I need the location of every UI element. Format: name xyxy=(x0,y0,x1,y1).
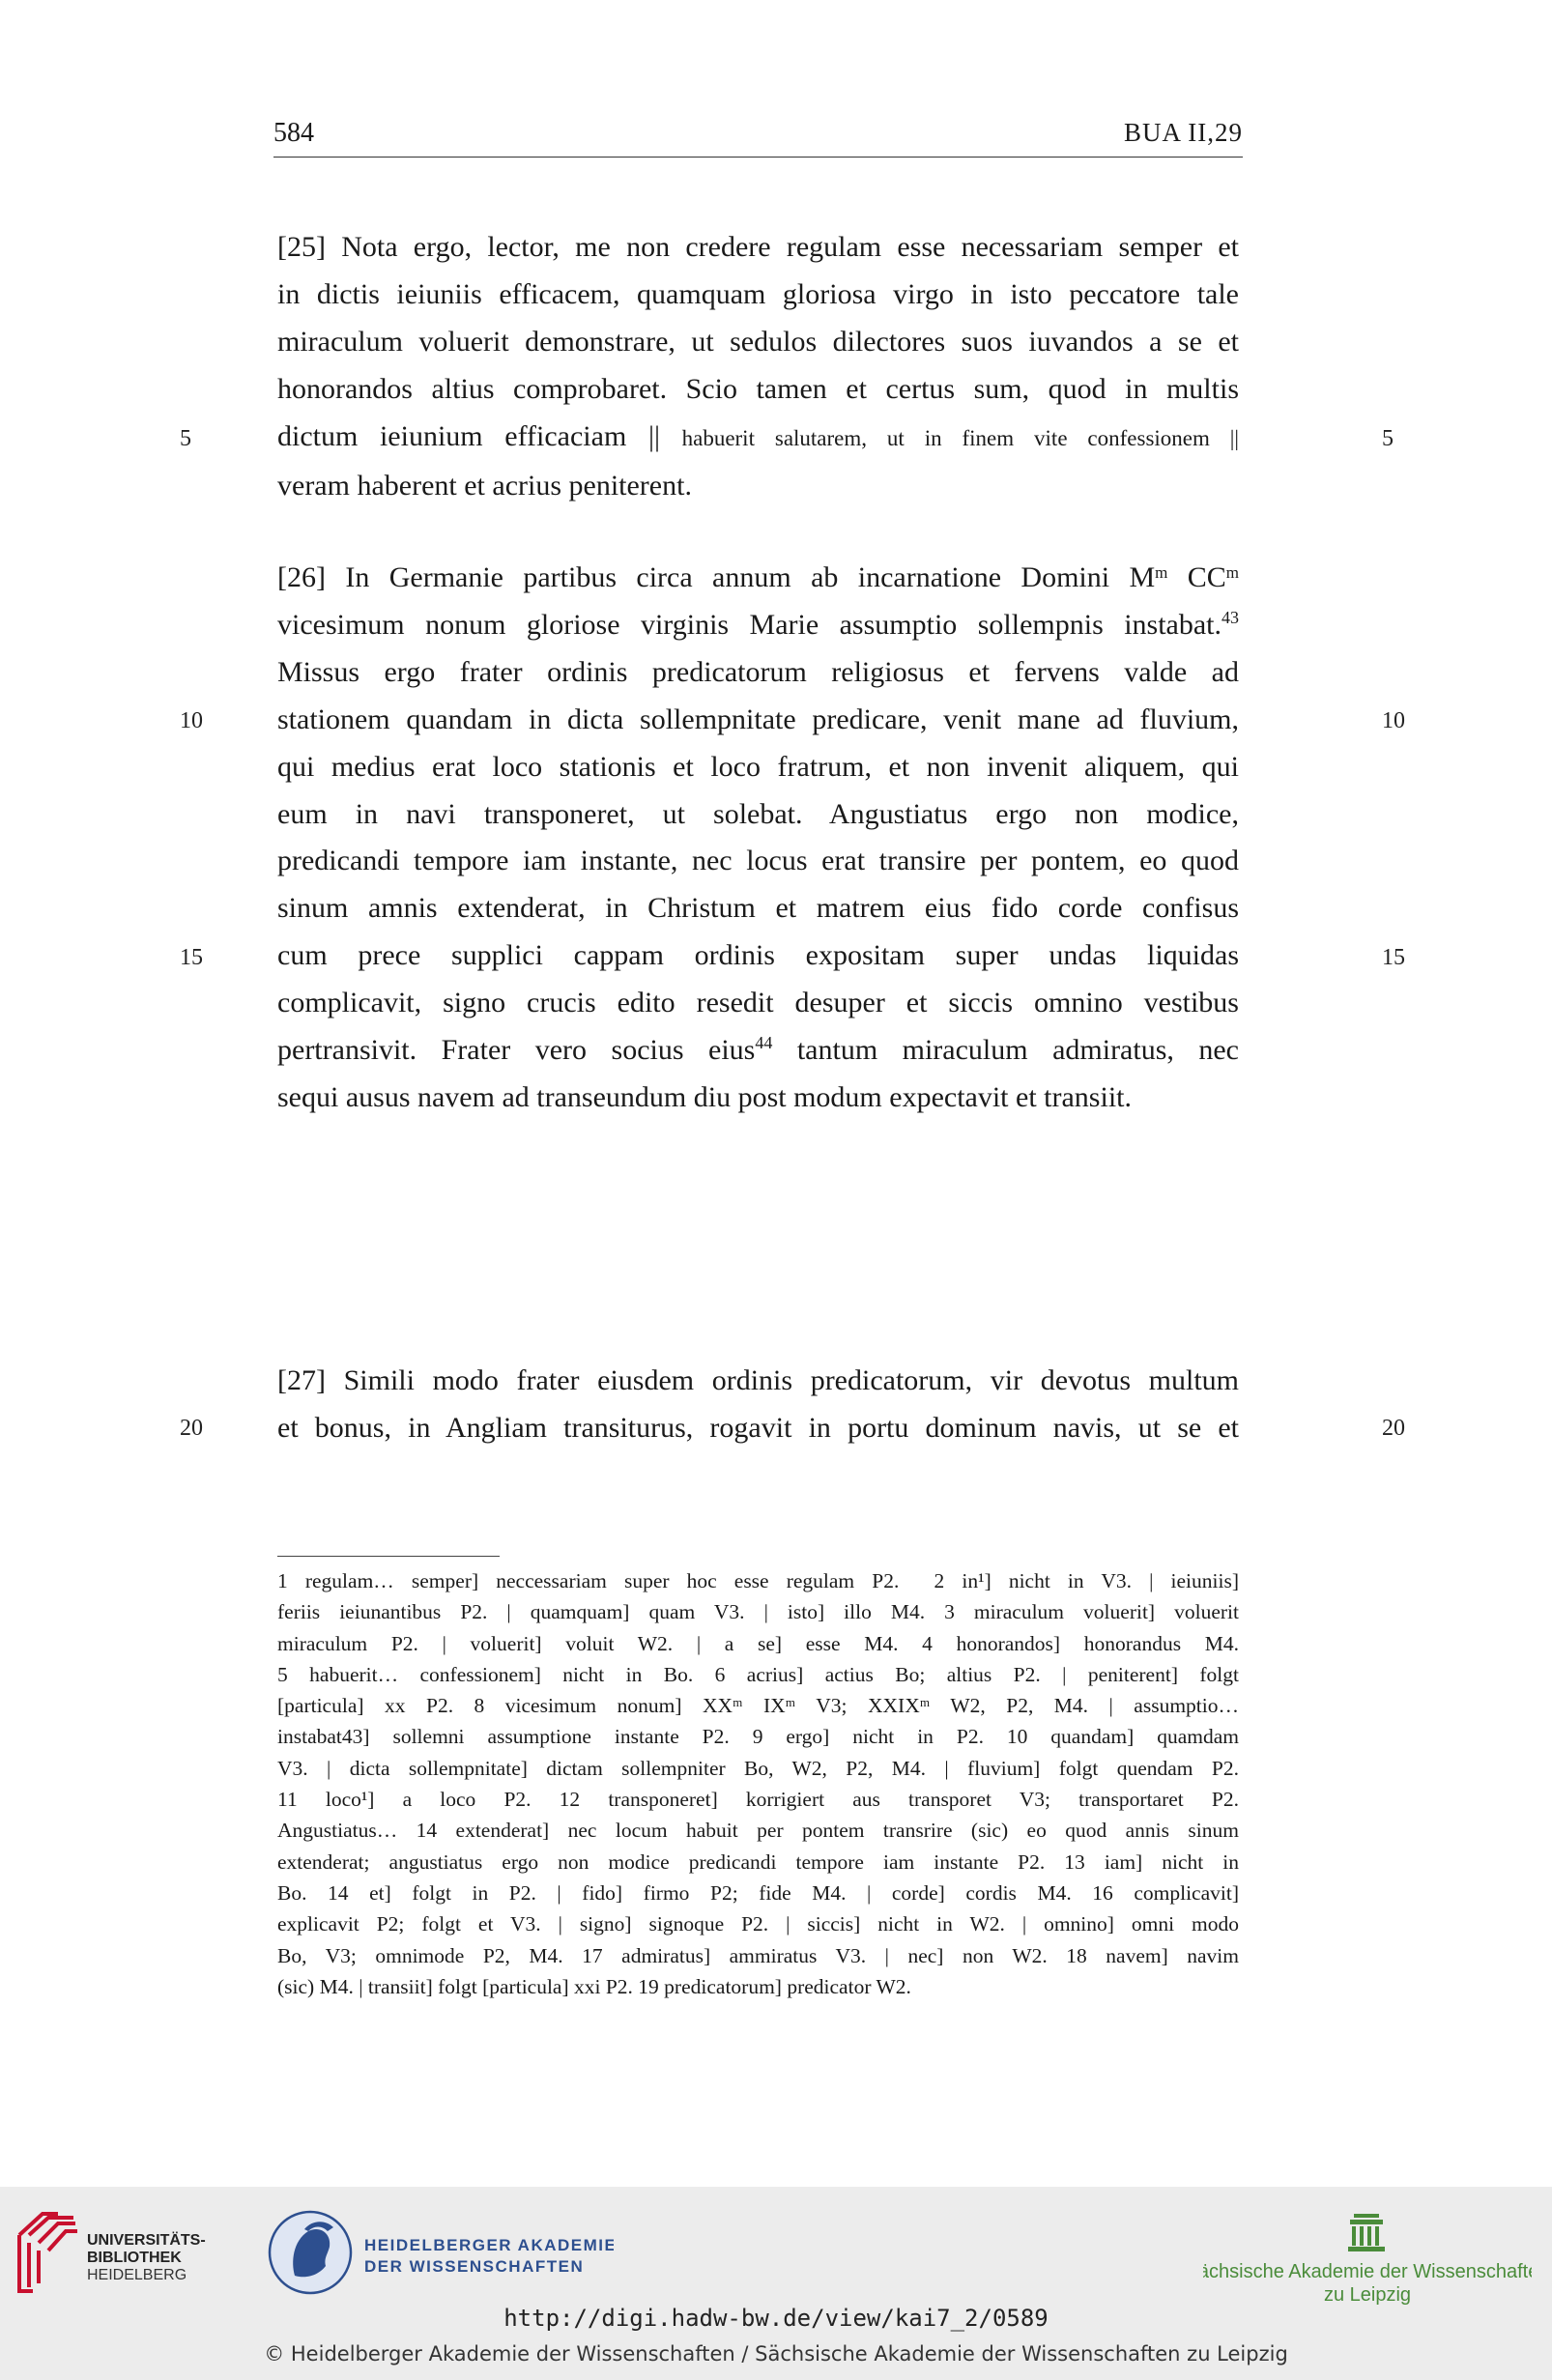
footnote-line: Angustiatus… 14 extenderat] nec locum habuit per pontem transrire (sic) eo quod annis sinum xyxy=(277,1819,1239,1843)
line-number-left: 15 xyxy=(180,945,203,970)
running-title: BUA II,29 xyxy=(1124,118,1243,147)
footnote-line: (sic) M4. | transiit] folgt [particula] xxi P2. 19 predicatorum] predicator W2. xyxy=(277,1974,911,1998)
text-line: stationem quandam in dicta sollempnitate predicare, venit mane ad fluvium, xyxy=(277,703,1239,735)
text-segment: dictum ieiunium efficaciam || xyxy=(277,419,660,452)
text-line: predicandi tempore iam instante, nec locus erat transire per pontem, eo quod xyxy=(277,845,1239,877)
line-number-right: 10 xyxy=(1382,708,1405,733)
text-segment: vicesimum nonum gloriose virginis Marie assumptio sollempnis instabat. xyxy=(277,608,1221,641)
text-line: cum prece supplici cappam ordinis expositam super undas liquidas xyxy=(277,939,1239,972)
text-line: [27] Simili modo frater eiusdem ordinis predicatorum, vir devotus multum xyxy=(277,1364,1239,1396)
minerva-head-icon xyxy=(266,2206,614,2303)
line-number-left: 20 xyxy=(180,1416,203,1441)
footnote-line: 11 loco¹] a loco P2. 12 transponeret] korrigiert aus transporet V3; transportaret P2. xyxy=(277,1788,1239,1812)
page-number: 584 xyxy=(273,118,314,148)
footnote-line: Bo. 14 et] folgt in P2. | fido] firmo P2; fide M4. | corde] cordis M4. 16 complicavit] xyxy=(277,1880,1239,1905)
critical-apparatus xyxy=(277,1565,1239,2002)
ub-logo-line3: HEIDELBERG xyxy=(87,2267,187,2283)
text-line: eum in navi transponeret, ut solebat. Angustiatus ergo non modice, xyxy=(277,797,1239,830)
paragraph-27 xyxy=(277,1358,1239,1452)
line-number-right: 15 xyxy=(1382,945,1405,970)
footnote-segment: 2 in¹] nicht in V3. | ieiuniis] xyxy=(934,1569,1239,1592)
footnote-line: instabat43] sollemni assumptione instante P2. 9 ergo] nicht in P2. 10 quandam] quamdam xyxy=(277,1725,1239,1749)
footnote-line: 5 habuerit… confessionem] nicht in Bo. 6 acrius] actius Bo; altius P2. | peniterent] folgt xyxy=(277,1662,1239,1686)
text-line: qui medius erat loco stationis et loco fratrum, et non invenit aliquem, qui xyxy=(277,750,1239,783)
hadw-logo-line1: HEIDELBERGER AKADEMIE xyxy=(364,2236,614,2254)
footnote-line: extenderat; angustiatus ergo non modice predicandi tempore iam instante P2. 13 iam] nicht in xyxy=(277,1850,1239,1874)
text-line xyxy=(277,602,1239,649)
footnote-line: [particula] xx P2. 8 vicesimum nonum] XXᵐ IXᵐ V3; XXIXᵐ W2, P2, M4. | assumptio… xyxy=(277,1694,1239,1718)
line-number-left: 10 xyxy=(180,708,203,733)
text-line: complicavit, signo crucis edito resedit desuper et siccis omnino vestibus xyxy=(277,987,1239,1019)
text-line xyxy=(277,555,1239,602)
saw-logo-line1: Sächsische Akademie der Wissenschaften xyxy=(1203,2261,1532,2282)
footnote-line: V3. | dicta sollempnitate] dictam sollempniter Bo, W2, P2, M4. | fluvium] folgt quendam P2. xyxy=(277,1756,1239,1780)
footnote-ref: 43 xyxy=(1221,607,1239,627)
text-segment: tantum miraculum admiratus, nec xyxy=(772,1034,1240,1067)
marginal-variant-text: habuerit salutarem, ut in finem vite confessionem || xyxy=(681,425,1239,450)
text-line: honorandos altius comprobaret. Scio tamen et certus sum, quod in multis xyxy=(277,372,1239,405)
superscript: m xyxy=(1155,563,1168,582)
footnote-separator xyxy=(277,1556,500,1557)
hadw-logo-line2: DER WISSENSCHAFTEN xyxy=(364,2257,585,2276)
paragraph-26 xyxy=(277,555,1239,1122)
ub-logo-line2: BIBLIOTHEK xyxy=(87,2250,182,2266)
paragraph-25 xyxy=(277,224,1239,509)
ub-heidelberg-logo[interactable] xyxy=(15,2206,209,2298)
text-line: Missus ergo frater ordinis predicatorum religiosus et fervens valde ad xyxy=(277,655,1239,688)
hadw-logo[interactable] xyxy=(266,2206,614,2303)
text-line: veram haberent et acrius peniterent. xyxy=(277,469,692,502)
text-line xyxy=(277,414,1239,463)
text-line: miraculum voluerit demonstrare, ut sedulos dilectores suos iuvandos a se et xyxy=(277,325,1239,358)
footnote-segment: 1 regulam… semper] neccessariam super hoc esse regulam P2. xyxy=(277,1569,900,1592)
saw-leipzig-logo[interactable] xyxy=(1203,2210,1532,2316)
footnote-line xyxy=(277,1565,1239,1596)
line-number-left: 5 xyxy=(180,426,191,451)
text-segment: pertransivit. Frater vero socius eius xyxy=(277,1034,756,1067)
ub-logo-line1: UNIVERSITÄTS- xyxy=(87,2232,206,2249)
footnote-line: explicavit P2; folgt et V3. | signo] signoque P2. | siccis] nicht in W2. | omnino] omni modo xyxy=(277,1912,1239,1936)
saw-building-icon xyxy=(1203,2210,1532,2316)
footnote-line: miraculum P2. | voluerit] voluit W2. | a se] esse M4. 4 honorandos] honorandus M4. xyxy=(277,1631,1239,1655)
superscript: m xyxy=(1225,563,1239,582)
ub-logo-icon xyxy=(15,2206,209,2298)
line-number-right: 20 xyxy=(1382,1416,1405,1441)
text-line: et bonus, in Angliam transiturus, rogavit in portu dominum navis, ut se et xyxy=(277,1411,1239,1444)
footnote-line: Bo, V3; omnimode P2, M4. 17 admiratus] ammiratus V3. | nec] non W2. 18 navem] navim xyxy=(277,1943,1239,1967)
text-line: in dictis ieiuniis efficacem, quamquam gloriosa virgo in isto peccatore tale xyxy=(277,277,1239,310)
text-line: sequi ausus navem ad transeundum diu post modum expectavit et transiit. xyxy=(277,1080,1132,1113)
text-line: sinum amnis extenderat, in Christum et matrem eius fido corde confisus xyxy=(277,892,1239,925)
page-header xyxy=(273,116,1243,158)
permalink-url[interactable]: http://digi.hadw-bw.de/view/kai7_2/0589 xyxy=(503,2305,1049,2332)
saw-logo-line2: zu Leipzig xyxy=(1323,2284,1412,2306)
text-line: [25] Nota ergo, lector, me non credere regulam esse necessariam semper et xyxy=(277,231,1239,263)
copyright-notice: © Heidelberger Akademie der Wissenschaften / Sächsische Akademie der Wissenschaften zu Leipzig xyxy=(264,2342,1288,2366)
footnote-ref: 44 xyxy=(755,1033,773,1053)
text-line xyxy=(277,1027,1239,1075)
text-segment: CC xyxy=(1167,561,1226,593)
line-number-right: 5 xyxy=(1382,426,1394,451)
text-segment: [26] In Germanie partibus circa annum ab incarnatione Domini M xyxy=(277,561,1156,593)
footnote-line: feriis ieiunantibus P2. | quamquam] quam V3. | isto] illo M4. 3 miraculum voluerit] voluerit xyxy=(277,1600,1239,1624)
